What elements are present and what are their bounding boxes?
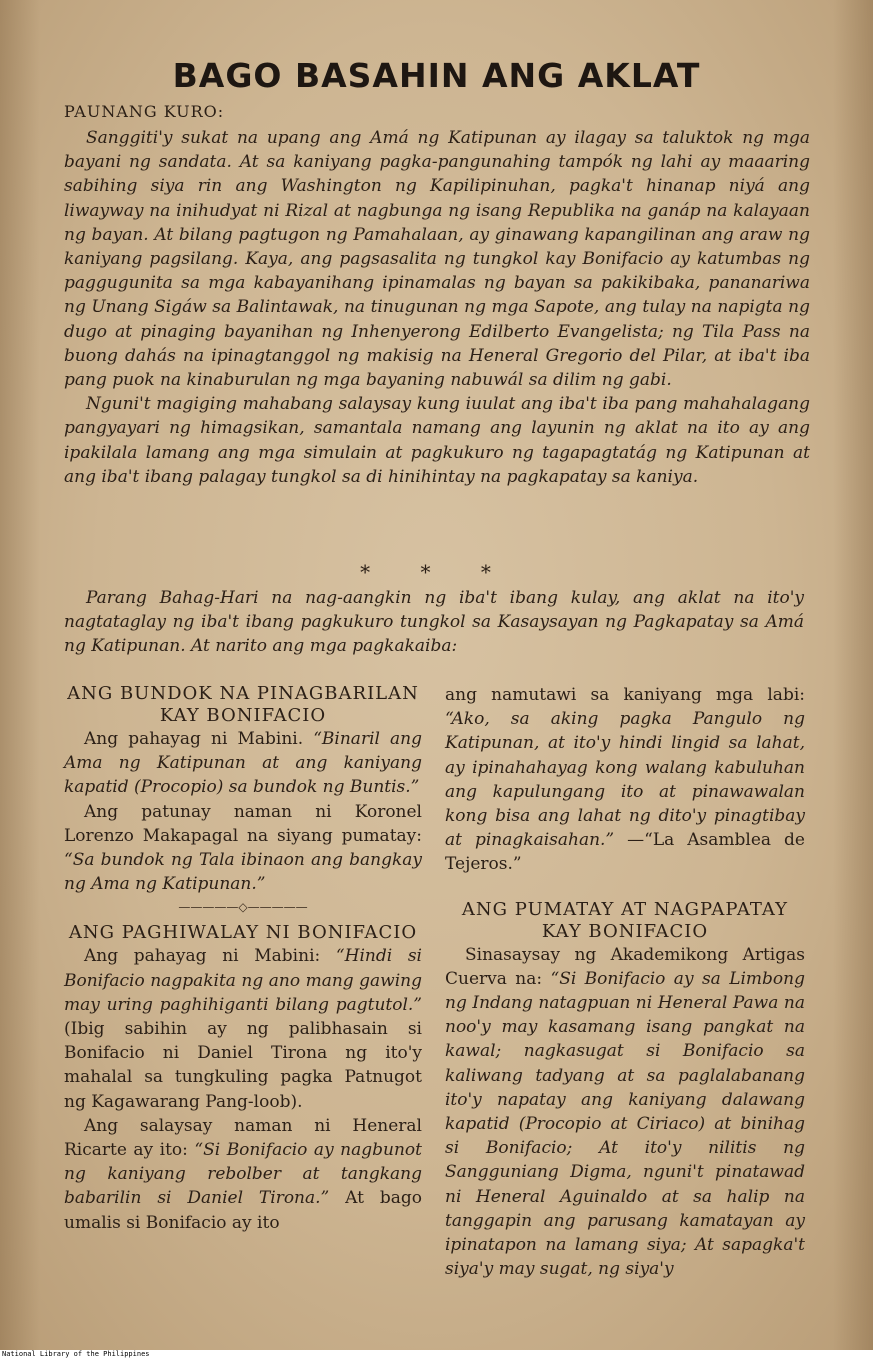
quote-run: “Hindi si Bonifacio nagpakita ng ano mang gawing may uring paghihiganti bilang pagtutol.” [64,946,422,1015]
intro-text [64,126,810,489]
section-heading-paghiwalay: ANG PAGHIWALAY NI BONIFACIO [68,922,418,944]
text-run: Ang pahayag ni Mabini: [84,946,336,967]
section-heading-bundok: ANG BUNDOK NA PINAGBARILAN KAY BONIFACIO [67,683,419,726]
paghiwalay-paragraph-1 [64,944,422,1113]
quote-run: “Sa bundok ng Tala ibinaon ang bangkay ng Ama ng Katipunan.” [64,850,422,895]
text-run: ang namutawi sa kaniyang mga labi: [445,685,805,705]
bundok-paragraph-2 [64,800,422,897]
quote-run: “Ako, sa aking pagka Pangulo ng Katipunan, at ito'y hindi lingid sa lahat, ay ipinahahayag kong walang kabuluhan ang kapulungang ito at pinawawalan kong bisa ang lahat ng dito'y pinagtibay at pinagkaisahan.” [445,709,805,851]
text-run: At bago umalis si Bonifacio ay ito [64,1188,422,1233]
source-citation: —“La Asamblea de Tejeros.” [445,830,805,875]
pumatay-paragraph-1 [445,943,805,1282]
paghiwalay-continuation [445,683,805,877]
ornament-divider: —————◇————— [178,900,308,915]
paghiwalay-paragraph-2 [64,1114,422,1235]
paunang-kuro-label: PAUNANG KURO: [64,102,225,121]
page-title: BAGO BASAHIN ANG AKLAT [172,56,701,95]
text-run: Ang patunay naman ni Koronel Lorenzo Makapagal na siyang pumatay: [64,801,422,846]
intro-closing-paragraph: Parang Bahag-Hari na nag-aangkin ng iba't ibang kulay, ang aklat na ito'y nagtataglay ng iba't ibang pagkukuro tungkol sa Kasaysayan ng Pagkapatay sa Amá ng Katipunan. At narito ang mga pagkakaiba: [64,588,804,656]
text-run: Sinasaysay ng Akademikong Artigas Cuerva na: [445,944,805,989]
quote-run: “Si Bonifacio ay sa Limbong ng Indang natagpuan ni Heneral Pawa na noo'y may kasamang isang pangkat na kawal; nagkasugat si Bonifacio sa kaliwang tadyang at sa paglalabanang ito'y napatay ang kaniyang dalawang kapatid (Procopio at Ciriaco) at binihag si Bonifacio; At ito'y nilitis ng Sangguniang Digma, nguni't pinatawad ni Heneral Aguinaldo at sa halip na tanggapin ang parusang kamatayan ay ipinatapon na lamang siya; At sapagka't siya'y may sugat, ng siya'y [445,968,805,1280]
page-edge-left [0,0,40,1350]
quote-run: “Binaril ang Ama ng Katipunan at ang kaniyang kapatid (Procopio) sa bundok ng Buntis.” [64,729,422,798]
right-column [445,683,805,1281]
spacer [445,877,805,899]
intro-paragraph: Nguni't magiging mahabang salaysay kung iuulat ang iba't iba pang mahahalagang pangyayari ng himagsikan, samantala namang ang layunin ng aklat na ito ay ang ipakilala lamang ang mga simulain at pagkukuro ng tagapagtatág ng Katipunan at ang iba't ibang palagay tungkol sa di hinihintay na pagkapatay sa kaniya. [64,394,810,487]
quote-run: “Si Bonifacio ay nagbunot ng kaniyang rebolber at tangkang babarilin si Daniel Tirona.” [64,1140,422,1209]
section-heading-pumatay: ANG PUMATAY AT NAGPAPATAY KAY BONIFACIO [461,898,789,942]
text-run: Ang salaysay naman ni Heneral Ricarte ay ito: [64,1115,422,1161]
text-run: (Ibig sabihin ay ng palibhasain si Bonifacio ni Daniel Tirona ng ito'y mahalal sa tungkuling pagka Patnugot ng Kagawarang Pang-loob). [64,1019,422,1112]
section-stars-divider: * * * [360,560,513,584]
left-column [64,683,422,1235]
bundok-paragraph-1 [64,727,422,800]
page-edge-right [833,0,873,1350]
intro-paragraph: Sanggiti'y sukat na upang ang Amá ng Katipunan ay ilagay sa taluktok ng mga bayani ng sandata. At sa kaniyang pagka-pangunahing tampók ng lahi ay maaaring sabihing siya rin ang Washington ng Kapilipinuhan, pagka't hinanap niyá ang liwayway na inihudyat ni Rizal at nagbunga ng isang Republika na ganáp na kalayaan ng bayan. At bilang pagtugon ng Pamahalaan, ay ginawang kapangilinan ang araw ng kaniyang pagsilang. Kaya, ang pagsasalita ng tungkol kay Bonifacio ay katumbas ng paggugunita sa mga kabayanihang ipinamalas ng bayan sa pakikibaka, pananariwa ng Unang Sigáw sa Balintawak, na tinugunan ng mga Sapote, ang tulay na napigta ng dugo at pinaging bayanihan ng Inhenyerong Edilberto Evangelista; ng Tila Pass na buong dahás na ipinagtanggol ng makisig na Heneral Gregorio del Pilar, at iba't iba pang puok na kinaburulan ng mga bayaning nabuwál sa dilim ng gabi. [64,128,810,391]
footer-credit: National Library of the Philippines [2,1350,873,1358]
text-run: Ang pahayag ni Mabini. [84,729,314,749]
